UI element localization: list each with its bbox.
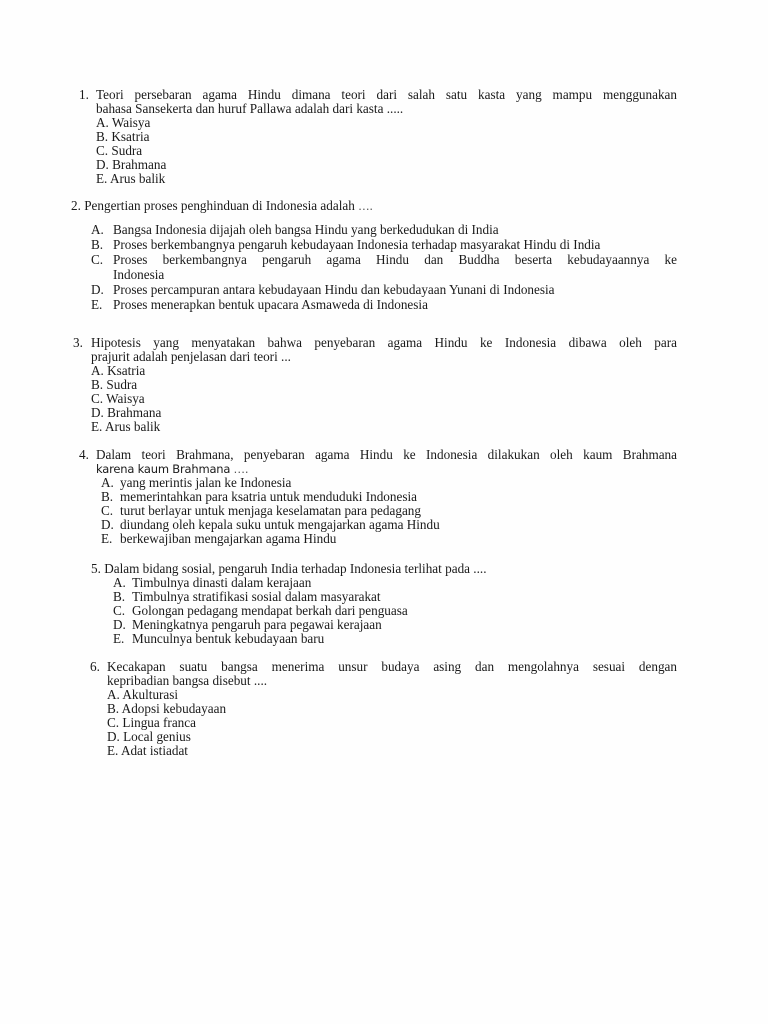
option-label: E.: [107, 743, 119, 758]
option-text: Timbulnya stratifikasi sosial dalam masyarakat: [132, 589, 381, 604]
option-text: Golongan pedagang mendapat berkah dari penguasa: [132, 603, 408, 618]
option-label: C.: [96, 143, 109, 158]
option-text: Bangsa Indonesia dijajah oleh bangsa Hindu yang berkedudukan di India: [113, 222, 499, 237]
question-number: 5.: [91, 561, 101, 576]
question-stem: kepribadian bangsa disebut ....: [107, 673, 268, 688]
answer-option: [107, 730, 191, 744]
option-label: B.: [101, 489, 114, 504]
question-stem: 2. Pengertian proses penghinduan di Indonesia adalah ….: [71, 198, 373, 213]
option-label: A.: [107, 687, 120, 702]
answer-option: [91, 364, 145, 378]
question-number: 1.: [79, 87, 89, 102]
option-label: E.: [96, 171, 108, 186]
option-label: D.: [96, 157, 109, 172]
question-number: 3.: [73, 335, 83, 350]
option-label: D.: [113, 617, 126, 632]
option-text-continuation: Indonesia: [113, 267, 165, 282]
option-text: Arus balik: [104, 419, 161, 434]
question-stem: Dalam teori Brahmana, penyebaran agama Hindu ke Indonesia dilakukan oleh kaum Brahmana: [96, 447, 677, 462]
option-text: Local genius: [123, 729, 191, 744]
answer-option: [91, 420, 160, 434]
option-label: A.: [113, 575, 126, 590]
option-label: C.: [107, 715, 120, 730]
option-label: D.: [91, 405, 104, 420]
option-text: berkewajiban mengajarkan agama Hindu: [120, 531, 337, 546]
option-text: Proses percampuran antara kebudayaan Hindu dan kebudayaan Yunani di Indonesia: [113, 282, 555, 297]
option-text: Arus balik: [109, 171, 166, 186]
question-number: 6.: [90, 659, 100, 674]
option-text: Brahmana: [112, 157, 167, 172]
question-stem: Kecakapan suatu bangsa menerima unsur budaya asing dan mengolahnya sesuai dengan: [107, 659, 677, 674]
answer-option: [96, 144, 142, 158]
option-text: Ksatria: [107, 363, 146, 378]
option-text: diundang oleh kepala suku untuk mengajarkan agama Hindu: [120, 517, 440, 532]
option-text: Waisya: [106, 391, 145, 406]
option-text: turut berlayar untuk menjaga keselamatan para pedagang: [120, 503, 421, 518]
option-text: yang merintis jalan ke Indonesia: [120, 475, 292, 490]
question-stem: bahasa Sansekerta dan huruf Pallawa adalah dari kasta .....: [96, 101, 404, 116]
option-text: Proses berkembangnya pengaruh kebudayaan Indonesia terhadap masyarakat Hindu di India: [113, 237, 601, 252]
option-label: B.: [91, 237, 104, 252]
question-number: 2.: [71, 198, 81, 213]
option-text: Lingua franca: [122, 715, 196, 730]
answer-option: [91, 406, 161, 420]
option-text: Meningkatnya pengaruh para pegawai kerajaan: [132, 617, 382, 632]
answer-option: [107, 744, 188, 758]
option-label: C.: [113, 603, 126, 618]
option-label: E.: [91, 297, 103, 312]
option-text: Sudra: [111, 143, 143, 158]
option-label: B.: [91, 377, 104, 392]
option-text: Waisya: [111, 115, 151, 130]
question-stem: prajurit adalah penjelasan dari teori ...: [91, 349, 291, 364]
option-label: D.: [107, 729, 120, 744]
option-label: A.: [91, 363, 104, 378]
answer-option: [91, 378, 137, 392]
option-label: C.: [101, 503, 114, 518]
option-label: A.: [96, 115, 109, 130]
option-text: Adat istiadat: [120, 743, 188, 758]
option-text: Munculnya bentuk kebudayaan baru: [132, 631, 325, 646]
option-text: Adopsi kebudayaan: [121, 701, 227, 716]
option-text: Sudra: [106, 377, 138, 392]
option-label: E.: [101, 531, 113, 546]
answer-option: [96, 158, 166, 172]
option-label: B.: [107, 701, 120, 716]
question-stem: 5. Dalam bidang sosial, pengaruh India terhadap Indonesia terlihat pada ....: [91, 561, 487, 576]
option-text: Proses menerapkan bentuk upacara Asmaweda di Indonesia: [113, 297, 428, 312]
answer-option: [91, 392, 145, 406]
option-label: A.: [91, 222, 104, 237]
option-text: Ksatria: [111, 129, 150, 144]
option-text: memerintahkan para ksatria untuk menduduki Indonesia: [120, 489, 417, 504]
answer-option: [107, 702, 226, 716]
option-label: E.: [113, 631, 125, 646]
option-label: D.: [91, 282, 104, 297]
answer-option: [96, 172, 165, 186]
question-stem: karena kaum Brahmana ….: [96, 462, 249, 476]
answer-option: [107, 716, 196, 730]
option-text: Timbulnya dinasti dalam kerajaan: [132, 575, 312, 590]
question-stem: Teori persebaran agama Hindu dimana teori dari salah satu kasta yang mampu menggunakan: [96, 87, 677, 102]
option-text: Akulturasi: [122, 687, 179, 702]
option-label: D.: [101, 517, 114, 532]
option-label: B.: [96, 129, 109, 144]
answer-option: [96, 116, 150, 130]
option-label: C.: [91, 252, 104, 267]
option-label: B.: [113, 589, 126, 604]
answer-option: [107, 688, 178, 702]
option-text: Proses berkembangnya pengaruh agama Hindu dan Buddha beserta kebudayaannya ke: [113, 252, 677, 267]
option-label: E.: [91, 419, 103, 434]
question-number: 4.: [79, 447, 89, 462]
answer-option: [96, 130, 149, 144]
option-text: Brahmana: [107, 405, 162, 420]
option-label: A.: [101, 475, 114, 490]
question-stem: Hipotesis yang menyatakan bahwa penyebaran agama Hindu ke Indonesia dibawa oleh para: [91, 335, 677, 350]
option-label: C.: [91, 391, 104, 406]
